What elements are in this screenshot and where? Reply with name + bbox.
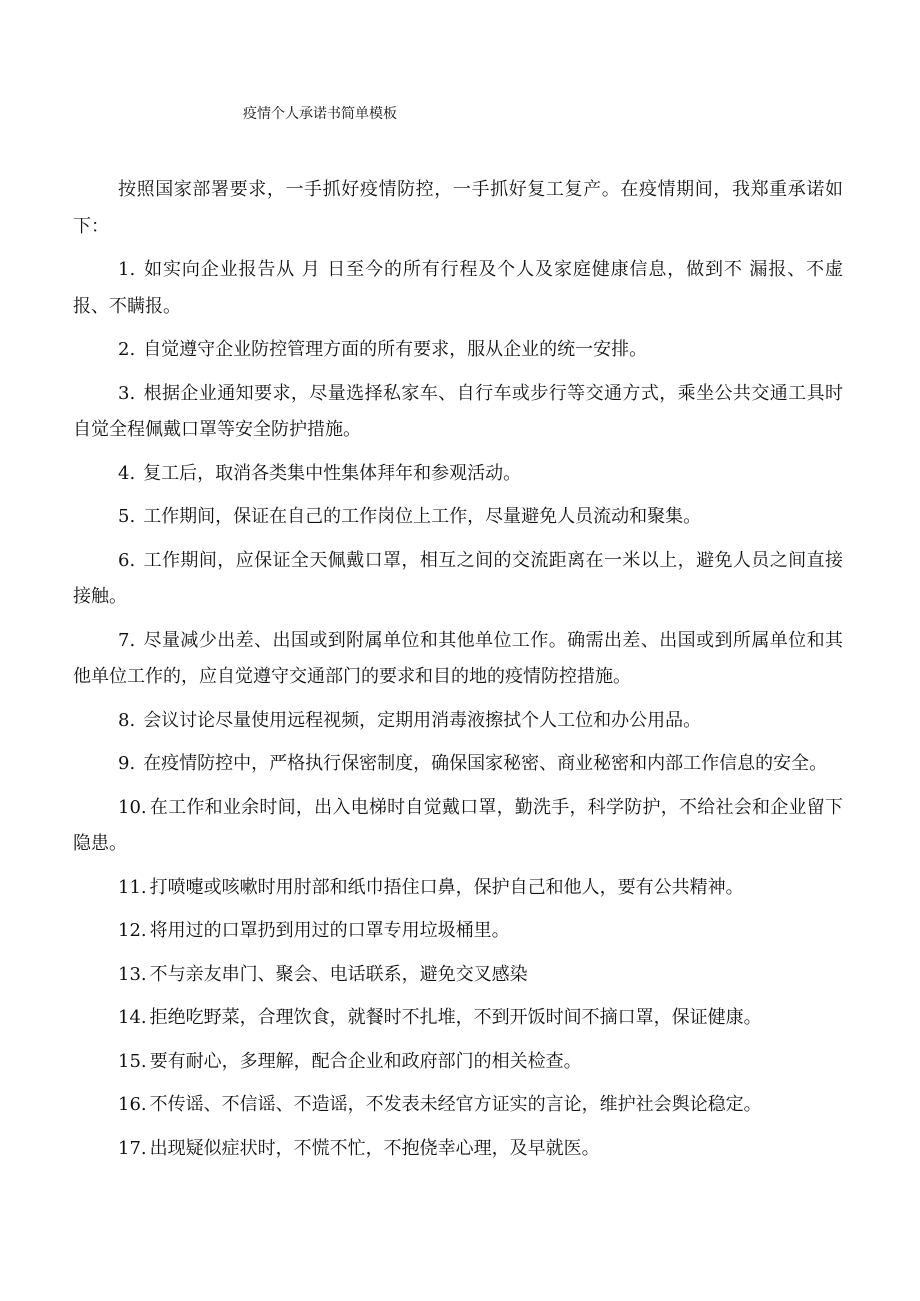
item-text: 不与亲友串门、聚会、电话联系，避免交叉感染 (149, 963, 528, 985)
item-text: 尽量减少出差、出国或到附属单位和其他单位工作。确需出差、出国或到所属单位和其他单位工作的，应自觉遵守交通部门的要求和目的地的疫情防控措施。 (73, 629, 843, 687)
item-number: 14. (118, 1007, 147, 1028)
item-number: 5. (118, 506, 136, 527)
item-number: 7. (118, 629, 136, 651)
document-body (73, 172, 843, 1174)
item-text: 要有耐心，多理解，配合企业和政府部门的相关检查。 (149, 1050, 582, 1072)
item-text: 根据企业通知要求，尽量选择私家车、自行车或步行等交通方式，乘坐公共交通工具时自觉全程佩戴口罩等安全防护措施。 (73, 382, 843, 440)
commitment-item (73, 499, 843, 536)
item-text: 不传谣、不信谣、不造谣，不发表未经官方证实的言论，维护社会舆论稳定。 (149, 1094, 762, 1115)
item-number: 12. (118, 920, 147, 941)
commitment-item (73, 790, 843, 863)
item-text: 工作期间，保证在自己的工作岗位上工作，尽量避免人员流动和聚集。 (143, 506, 702, 527)
item-number: 3. (118, 382, 136, 404)
item-number: 8. (118, 709, 136, 731)
commitment-item (73, 376, 843, 449)
item-text: 工作期间，应保证全天佩戴口罩，相互之间的交流距离在一米以上，避免人员之间直接接触。 (73, 549, 843, 607)
commitment-item (73, 252, 843, 325)
item-text: 自觉遵守企业防控管理方面的所有要求，服从企业的统一安排。 (143, 339, 648, 360)
item-number: 4. (118, 462, 136, 484)
item-number: 15. (118, 1050, 147, 1072)
commitment-item (73, 543, 843, 616)
item-text: 会议讨论尽量使用远程视频，定期用消毒液擦拭个人工位和办公用品。 (143, 709, 702, 731)
commitment-item (73, 332, 843, 369)
commitment-item (73, 1131, 843, 1168)
item-number: 1. (118, 259, 136, 280)
item-number: 9. (118, 753, 136, 774)
commitment-item (73, 1000, 843, 1037)
item-text: 在工作和业余时间，出入电梯时自觉戴口罩，勤洗手，科学防护，不给社会和企业留下隐患。 (73, 796, 843, 854)
item-number: 6. (118, 549, 136, 571)
item-number: 10. (118, 796, 147, 818)
item-number: 17. (118, 1137, 147, 1159)
commitment-item (73, 913, 843, 950)
item-text: 拒绝吃野菜，合理饮食，就餐时不扎堆，不到开饭时间不摘口罩，保证健康。 (149, 1007, 762, 1028)
commitment-item (73, 957, 843, 994)
item-text: 复工后，取消各类集中性集体拜年和参观活动。 (143, 462, 522, 484)
commitment-item (73, 870, 843, 907)
commitment-item (73, 746, 843, 783)
commitment-item (73, 456, 843, 493)
item-text: 如实向企业报告从 月 日至今的所有行程及个人及家庭健康信息，做到不 漏报、不虚报、不瞒报。 (73, 259, 843, 317)
item-number: 2. (118, 339, 136, 360)
commitment-item (73, 1087, 843, 1124)
intro-paragraph: 按照国家部署要求，一手抓好疫情防控，一手抓好复工复产。在疫情期间，我郑重承诺如下： (73, 179, 843, 237)
item-text: 在疫情防控中，严格执行保密制度，确保国家秘密、商业秘密和内部工作信息的安全。 (143, 753, 828, 774)
item-text: 出现疑似症状时，不慌不忙，不抱侥幸心理，及早就医。 (149, 1137, 600, 1159)
document-title: 疫情个人承诺书简单模板 (243, 106, 397, 122)
commitment-item (73, 623, 843, 696)
item-number: 13. (118, 963, 147, 985)
commitment-item (73, 703, 843, 740)
item-number: 11. (118, 876, 147, 898)
item-number: 16. (118, 1094, 147, 1115)
item-text: 将用过的口罩扔到用过的口罩专用垃圾桶里。 (149, 920, 510, 941)
item-text: 打喷嚏或咳嗽时用肘部和纸巾捂住口鼻，保护自己和他人，要有公共精神。 (149, 876, 744, 898)
commitment-item (73, 1044, 843, 1081)
